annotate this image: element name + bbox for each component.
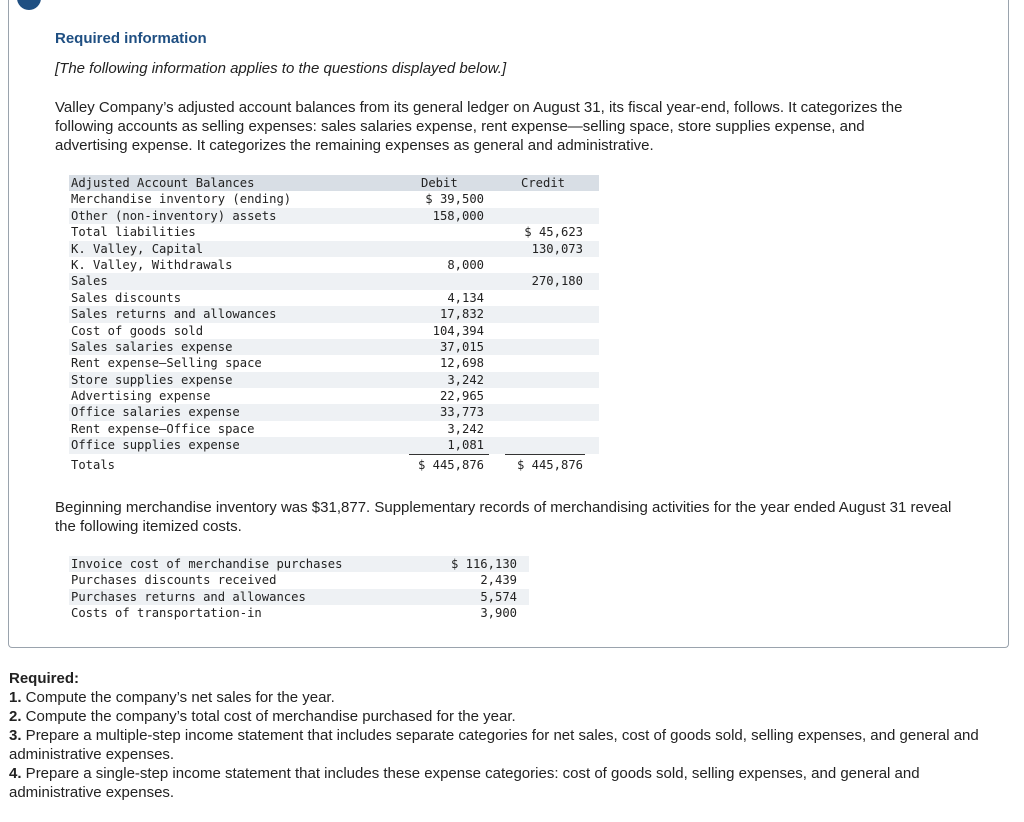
- table-row: [69, 224, 599, 240]
- table-row: [69, 355, 599, 371]
- table-row: [69, 290, 599, 306]
- table-row: [69, 572, 529, 588]
- required-item: [9, 707, 1009, 726]
- cell-debit: 1,081: [447, 438, 484, 453]
- cell-name: Total liabilities: [71, 225, 196, 240]
- cell-debit: 104,394: [432, 323, 484, 338]
- cell-debit: 3,242: [447, 372, 484, 387]
- required-section: [9, 669, 1009, 802]
- required-item: [9, 688, 1009, 707]
- cell-debit: 17,832: [439, 307, 484, 322]
- cell-amount: 5,574: [480, 589, 517, 604]
- cell-debit: 3,242: [447, 421, 484, 436]
- table-row: [69, 388, 599, 404]
- table-row: [69, 323, 599, 339]
- required-item: [9, 726, 1009, 764]
- required-item-number: 3.: [9, 727, 22, 744]
- required-item-number: 4.: [9, 765, 22, 782]
- table-row: [69, 208, 599, 224]
- cell-name: Cost of goods sold: [71, 323, 204, 338]
- required-item-number: 2.: [9, 708, 22, 725]
- cell-debit: 4,134: [447, 290, 484, 305]
- cell-name: Sales: [71, 274, 108, 289]
- cell-debit: 22,965: [439, 389, 484, 404]
- column-header-credit: Credit: [521, 176, 566, 190]
- totals-debit: $ 445,876: [417, 457, 484, 472]
- cell-amount: 3,900: [480, 606, 517, 621]
- cell-name: Sales salaries expense: [71, 339, 233, 354]
- cell-amount: $ 116,130: [450, 557, 517, 571]
- table-row: [69, 306, 599, 322]
- totals-credit: $ 445,876: [516, 457, 583, 472]
- required-item: [9, 764, 1009, 802]
- table-row: [69, 589, 529, 605]
- cell-amount: 2,439: [480, 573, 517, 588]
- table-row: [69, 257, 599, 273]
- cell-debit: 33,773: [439, 405, 484, 420]
- column-header-debit: Debit: [421, 176, 458, 190]
- cell-name: Costs of transportation-in: [71, 606, 262, 621]
- required-item-text: Compute the company’s total cost of merchandise purchased for the year.: [21, 708, 516, 725]
- cell-name: Merchandise inventory (ending): [71, 192, 292, 207]
- cell-name: K. Valley, Withdrawals: [71, 257, 233, 272]
- required-heading: Required:: [9, 670, 80, 687]
- cell-name: Store supplies expense: [71, 372, 233, 387]
- cell-credit: $ 45,623: [524, 225, 583, 240]
- cell-name: Invoice cost of merchandise purchases: [71, 557, 343, 571]
- cell-name: Other (non-inventory) assets: [71, 208, 277, 223]
- required-information-subtitle: [The following information applies to the questions displayed below.]: [55, 60, 507, 77]
- required-item-text: Prepare a single-step income statement that includes these expense categories: cost of goods sold, selling expenses, and general and administrative expenses.: [9, 765, 920, 801]
- required-information-title: Required information: [55, 30, 207, 47]
- cell-name: Advertising expense: [71, 389, 211, 404]
- required-item-text: Prepare a multiple-step income statement that includes separate categories for net sales, cost of goods sold, selling expenses, and general and administrative expenses.: [9, 727, 979, 763]
- cell-credit: 130,073: [531, 241, 583, 256]
- adjusted-balances-table: [69, 175, 599, 476]
- cell-name: Sales returns and allowances: [71, 307, 277, 322]
- itemized-costs-table: [69, 556, 529, 622]
- cell-name: K. Valley, Capital: [71, 241, 204, 256]
- required-item-text: Compute the company’s net sales for the year.: [21, 689, 335, 706]
- cell-debit: 158,000: [432, 208, 484, 223]
- cell-debit: 8,000: [447, 257, 484, 272]
- required-item-number: 1.: [9, 689, 22, 706]
- cell-debit: 37,015: [439, 339, 484, 354]
- cell-credit: 270,180: [531, 274, 583, 289]
- table-row: [69, 605, 529, 621]
- cell-debit: $ 39,500: [425, 192, 484, 207]
- cell-debit: 12,698: [439, 356, 484, 371]
- table-row: [69, 372, 599, 388]
- cell-name: Rent expense—Office space: [71, 421, 255, 436]
- totals-row: [69, 454, 599, 476]
- cell-name: Office salaries expense: [71, 405, 240, 420]
- table-row: [69, 241, 599, 257]
- cell-name: Purchases discounts received: [71, 573, 277, 588]
- cell-name: Sales discounts: [71, 290, 182, 305]
- table-row: [69, 421, 599, 437]
- table-row: [69, 404, 599, 420]
- supplementary-paragraph: Beginning merchandise inventory was $31,877. Supplementary records of merchandising activities for the year ended August 31 reveal the following itemized costs.: [55, 499, 952, 535]
- intro-paragraph: Valley Company’s adjusted account balances from its general ledger on August 31, its fiscal year-end, follows. It categorizes the following accounts as selling expenses: sales salaries expense, rent expense—selling space, store supplies expense, and advertising expense. It categorizes the remaining expenses as general and administrative.: [55, 99, 903, 154]
- table-row: [69, 437, 599, 453]
- cell-name: Office supplies expense: [71, 438, 240, 453]
- cell-name: Rent expense—Selling space: [71, 356, 262, 371]
- column-header-account: Adjusted Account Balances: [71, 176, 255, 190]
- table-row: [69, 273, 599, 289]
- table-row: [69, 556, 529, 572]
- table-row: [69, 191, 599, 207]
- totals-label: Totals: [71, 457, 116, 472]
- cell-name: Purchases returns and allowances: [71, 589, 306, 604]
- table-row: [69, 339, 599, 355]
- question-marker-icon: [17, 0, 41, 10]
- table-header-row: [69, 175, 599, 191]
